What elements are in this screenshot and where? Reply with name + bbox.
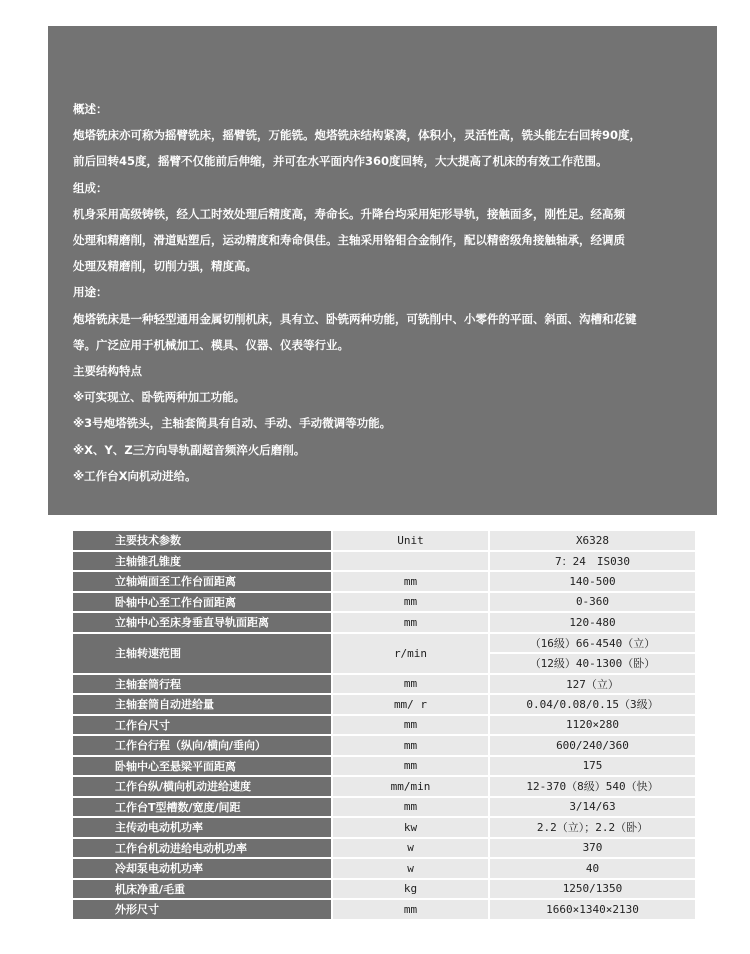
table-row	[73, 736, 695, 755]
header-unit-cell: Unit	[333, 531, 488, 550]
param-value-cell: 12-370（8级）540（快）	[490, 777, 695, 796]
section-heading-features: 主要结构特点	[73, 364, 142, 379]
param-name-cell: 主传动电动机功率	[73, 818, 331, 837]
table-row	[73, 593, 695, 612]
param-name-cell: 立轴中心至床身垂直导轨面距离	[73, 613, 331, 632]
feature-item: ※3号炮塔铣头，主轴套筒具有自动、手动、手动微调等功能。	[73, 416, 392, 431]
param-unit-cell: mm	[333, 613, 488, 632]
description-text: 处理和精磨削，滑道贴塑后，运动精度和寿命俱佳。主轴采用铬钼合金制作，配以精密级角接触轴承，经调质	[73, 233, 625, 248]
param-name-cell: 立轴端面至工作台面距离	[73, 572, 331, 591]
feature-item: ※X、Y、Z三方向导轨副超音频淬火后磨削。	[73, 442, 306, 457]
table-row	[73, 675, 695, 694]
table-header-row	[73, 531, 695, 550]
description-text: 炮塔铣床亦可称为摇臂铣床，摇臂铣，万能铣。炮塔铣床结构紧凑，体积小，灵活性高，铣头能左右回转90度，	[73, 128, 641, 143]
param-value-cell: 1120×280	[490, 716, 695, 735]
param-name-cell: 工作台纵/横向机动进给速度	[73, 777, 331, 796]
section-heading-composition: 组成：	[73, 180, 108, 195]
table-row	[73, 880, 695, 899]
param-value-cell: 1660×1340×2130	[490, 900, 695, 919]
param-name-cell: 冷却泵电动机功率	[73, 859, 331, 878]
param-value-cell: 140-500	[490, 572, 695, 591]
param-name-cell: 机床净重/毛重	[73, 880, 331, 899]
table-row	[73, 818, 695, 837]
param-unit-cell: kg	[333, 880, 488, 899]
spec-table	[71, 529, 697, 921]
param-name-cell: 工作台T型槽数/宽度/间距	[73, 798, 331, 817]
table-row	[73, 716, 695, 735]
description-text: 前后回转45度，摇臂不仅能前后伸缩，并可在水平面内作360度回转，大大提高了机床的有效工作范围。	[73, 154, 608, 169]
param-unit-cell: w	[333, 839, 488, 858]
table-row	[73, 572, 695, 591]
description-text: 机身采用高级铸铁，经人工时效处理后精度高，寿命长。升降台均采用矩形导轨，接触面多，刚性足。经高频	[73, 206, 625, 221]
param-unit-cell: mm	[333, 736, 488, 755]
feature-item: ※可实现立、卧铣两种加工功能。	[73, 390, 246, 405]
param-unit-cell: mm/ r	[333, 695, 488, 714]
table-row	[73, 859, 695, 878]
description-text: 炮塔铣床是一种轻型通用金属切削机床，具有立、卧铣两种功能，可铣削中、小零件的平面、斜面、沟槽和花键	[73, 311, 637, 326]
param-value-cell: 120-480	[490, 613, 695, 632]
table-row	[73, 777, 695, 796]
param-name-cell: 工作台尺寸	[73, 716, 331, 735]
param-unit-cell: r/min	[333, 634, 488, 673]
param-name-cell: 外形尺寸	[73, 900, 331, 919]
param-name-cell: 卧轴中心至工作台面距离	[73, 593, 331, 612]
param-unit-cell: kw	[333, 818, 488, 837]
table-row	[73, 798, 695, 817]
param-value-cell: 2.2（立）；2.2（卧）	[490, 818, 695, 837]
param-unit-cell	[333, 552, 488, 571]
param-name-cell: 主轴套筒自动进给量	[73, 695, 331, 714]
header-name-cell: 主要技术参数	[73, 531, 331, 550]
param-value-cell: 0.04/0.08/0.15（3级）	[490, 695, 695, 714]
table-row	[73, 839, 695, 858]
param-unit-cell: mm	[333, 798, 488, 817]
description-panel	[48, 26, 717, 515]
param-value-cell: 7：24 IS030	[490, 552, 695, 571]
description-text: 等。广泛应用于机械加工、模具、仪器、仪表等行业。	[73, 337, 349, 352]
param-value-cell: 127（立）	[490, 675, 695, 694]
param-unit-cell: mm/min	[333, 777, 488, 796]
header-value-cell: X6328	[490, 531, 695, 550]
param-name-cell: 主轴套筒行程	[73, 675, 331, 694]
table-row	[73, 552, 695, 571]
section-heading-usage: 用途：	[73, 285, 108, 300]
table-row	[73, 900, 695, 919]
param-unit-cell: mm	[333, 900, 488, 919]
table-row	[73, 634, 695, 653]
param-value-cell: 175	[490, 757, 695, 776]
description-text: 处理及精磨削，切削力强，精度高。	[73, 259, 257, 274]
param-value-cell: 600/240/360	[490, 736, 695, 755]
param-name-cell: 主轴锥孔锥度	[73, 552, 331, 571]
param-unit-cell: w	[333, 859, 488, 878]
param-unit-cell: mm	[333, 675, 488, 694]
section-heading-overview: 概述：	[73, 102, 108, 116]
table-row	[73, 757, 695, 776]
param-unit-cell: mm	[333, 572, 488, 591]
feature-item: ※工作台X向机动进给。	[73, 468, 197, 483]
table-row	[73, 613, 695, 632]
param-value-cell: （16级）66-4540（立）	[490, 634, 695, 653]
param-value-cell: （12级）40-1300（卧）	[490, 654, 695, 673]
table-row	[73, 695, 695, 714]
param-value-cell: 40	[490, 859, 695, 878]
param-value-cell: 0-360	[490, 593, 695, 612]
param-value-cell: 3/14/63	[490, 798, 695, 817]
param-value-cell: 370	[490, 839, 695, 858]
param-name-cell: 主轴转速范围	[73, 634, 331, 673]
param-name-cell: 工作台行程（纵向/横向/垂向）	[73, 736, 331, 755]
param-unit-cell: mm	[333, 716, 488, 735]
param-name-cell: 工作台机动进给电动机功率	[73, 839, 331, 858]
param-name-cell: 卧轴中心至悬梁平面距离	[73, 757, 331, 776]
param-unit-cell: mm	[333, 757, 488, 776]
param-value-cell: 1250/1350	[490, 880, 695, 899]
param-unit-cell: mm	[333, 593, 488, 612]
